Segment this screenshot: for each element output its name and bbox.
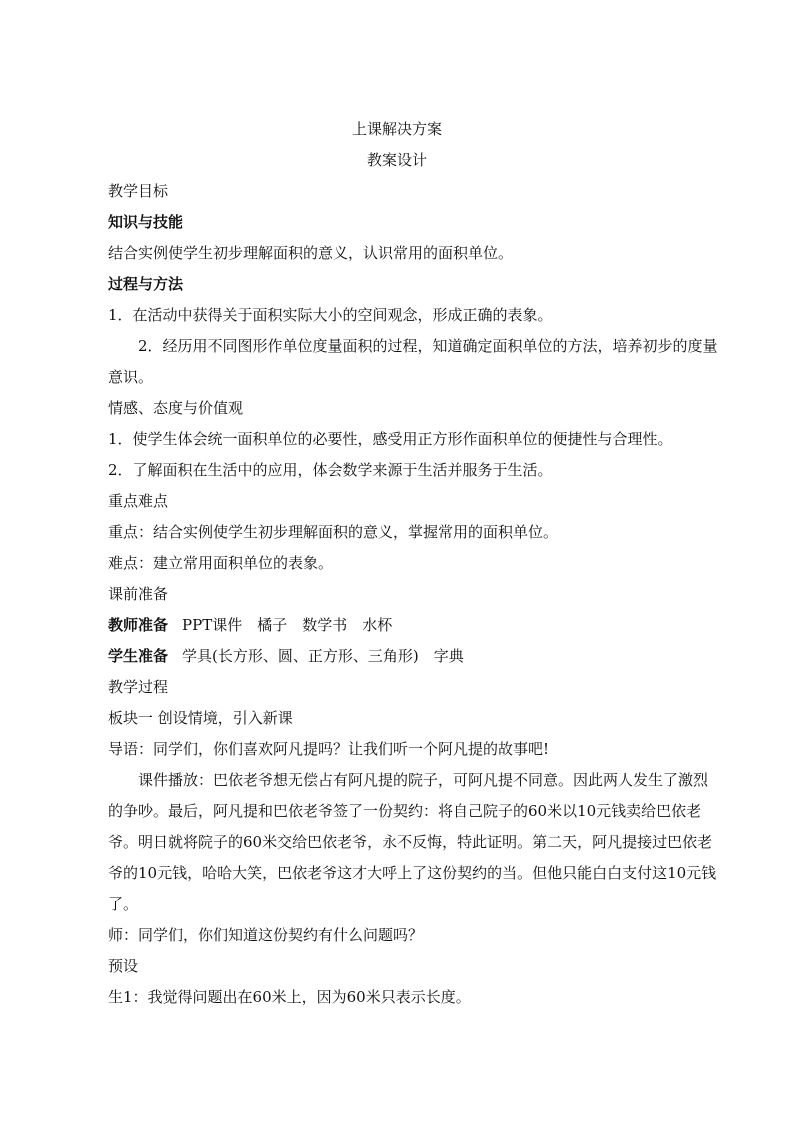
keypoints-heading: 重点难点 <box>108 492 169 510</box>
knowledge-heading: 知识与技能 <box>108 213 184 231</box>
student-prep-line <box>108 641 718 672</box>
document-title: 上课解决方案 <box>351 120 442 138</box>
process-item-1: 1．在活动中获得关于面积实际大小的空间观念，形成正确的表象。 <box>108 306 553 324</box>
teacher-prep-label: 教师准备 <box>108 616 169 634</box>
difficult-point-text: 难点：建立常用面积单位的表象。 <box>108 554 334 572</box>
intro-text: 导语：同学们，你们喜欢阿凡提吗？让我们听一个阿凡提的故事吧! <box>108 740 550 758</box>
process-item-2: 2．经历用不同图形作单位度量面积的过程，知道确定面积单位的方法，培养初步的度量意识。 <box>108 337 718 386</box>
document-body <box>108 176 718 1013</box>
process-heading: 过程与方法 <box>108 275 184 293</box>
teacher-prep-line <box>108 610 718 641</box>
procedure-heading: 教学过程 <box>108 678 169 696</box>
teacher-prep-items: PPT课件 橘子 数学书 水杯 <box>182 616 393 634</box>
emotion-item-2: 2．了解面积在生活中的应用，体会数学来源于生活并服务于生活。 <box>108 461 553 479</box>
emotion-heading: 情感、态度与价值观 <box>108 399 244 417</box>
teacher-question: 师：同学们，你们知道这份契约有什么问题吗？ <box>108 926 424 944</box>
key-point-text: 重点：结合实例使学生初步理解面积的意义，掌握常用的面积单位。 <box>108 523 559 541</box>
knowledge-text: 结合实例使学生初步理解面积的意义，认识常用的面积单位。 <box>108 244 514 262</box>
emotion-item-1: 1．使学生体会统一面积单位的必要性，感受用正方形作面积单位的便捷性与合理性。 <box>108 430 673 448</box>
story-text: 课件播放：巴依老爷想无偿占有阿凡提的院子，可阿凡提不同意。因此两人发生了激烈的争吵。最后，阿凡提和巴依老爷签了一份契约：将自己院子的60米以10元钱卖给巴依老爷。明日就将院子的60米交给巴依老爷，永不反悔，特此证明。第二天，阿凡提接过巴依老爷的10元钱，哈哈大笑，巴依老爷这才大呼上了这份契约的当。但他只能白白支付这10元钱了。 <box>108 771 717 913</box>
student-prep-label: 学生准备 <box>108 647 169 665</box>
document-subtitle: 教案设计 <box>366 151 427 169</box>
preset-label: 预设 <box>108 957 139 975</box>
block1-heading: 板块一 创设情境，引入新课 <box>108 709 293 727</box>
student-prep-items: 学具(长方形、圆、正方形、三角形) 字典 <box>182 647 464 665</box>
goals-heading: 教学目标 <box>108 182 169 200</box>
prep-heading: 课前准备 <box>108 585 169 603</box>
student1-answer: 生1：我觉得问题出在60米上，因为60米只表示长度。 <box>108 988 471 1006</box>
